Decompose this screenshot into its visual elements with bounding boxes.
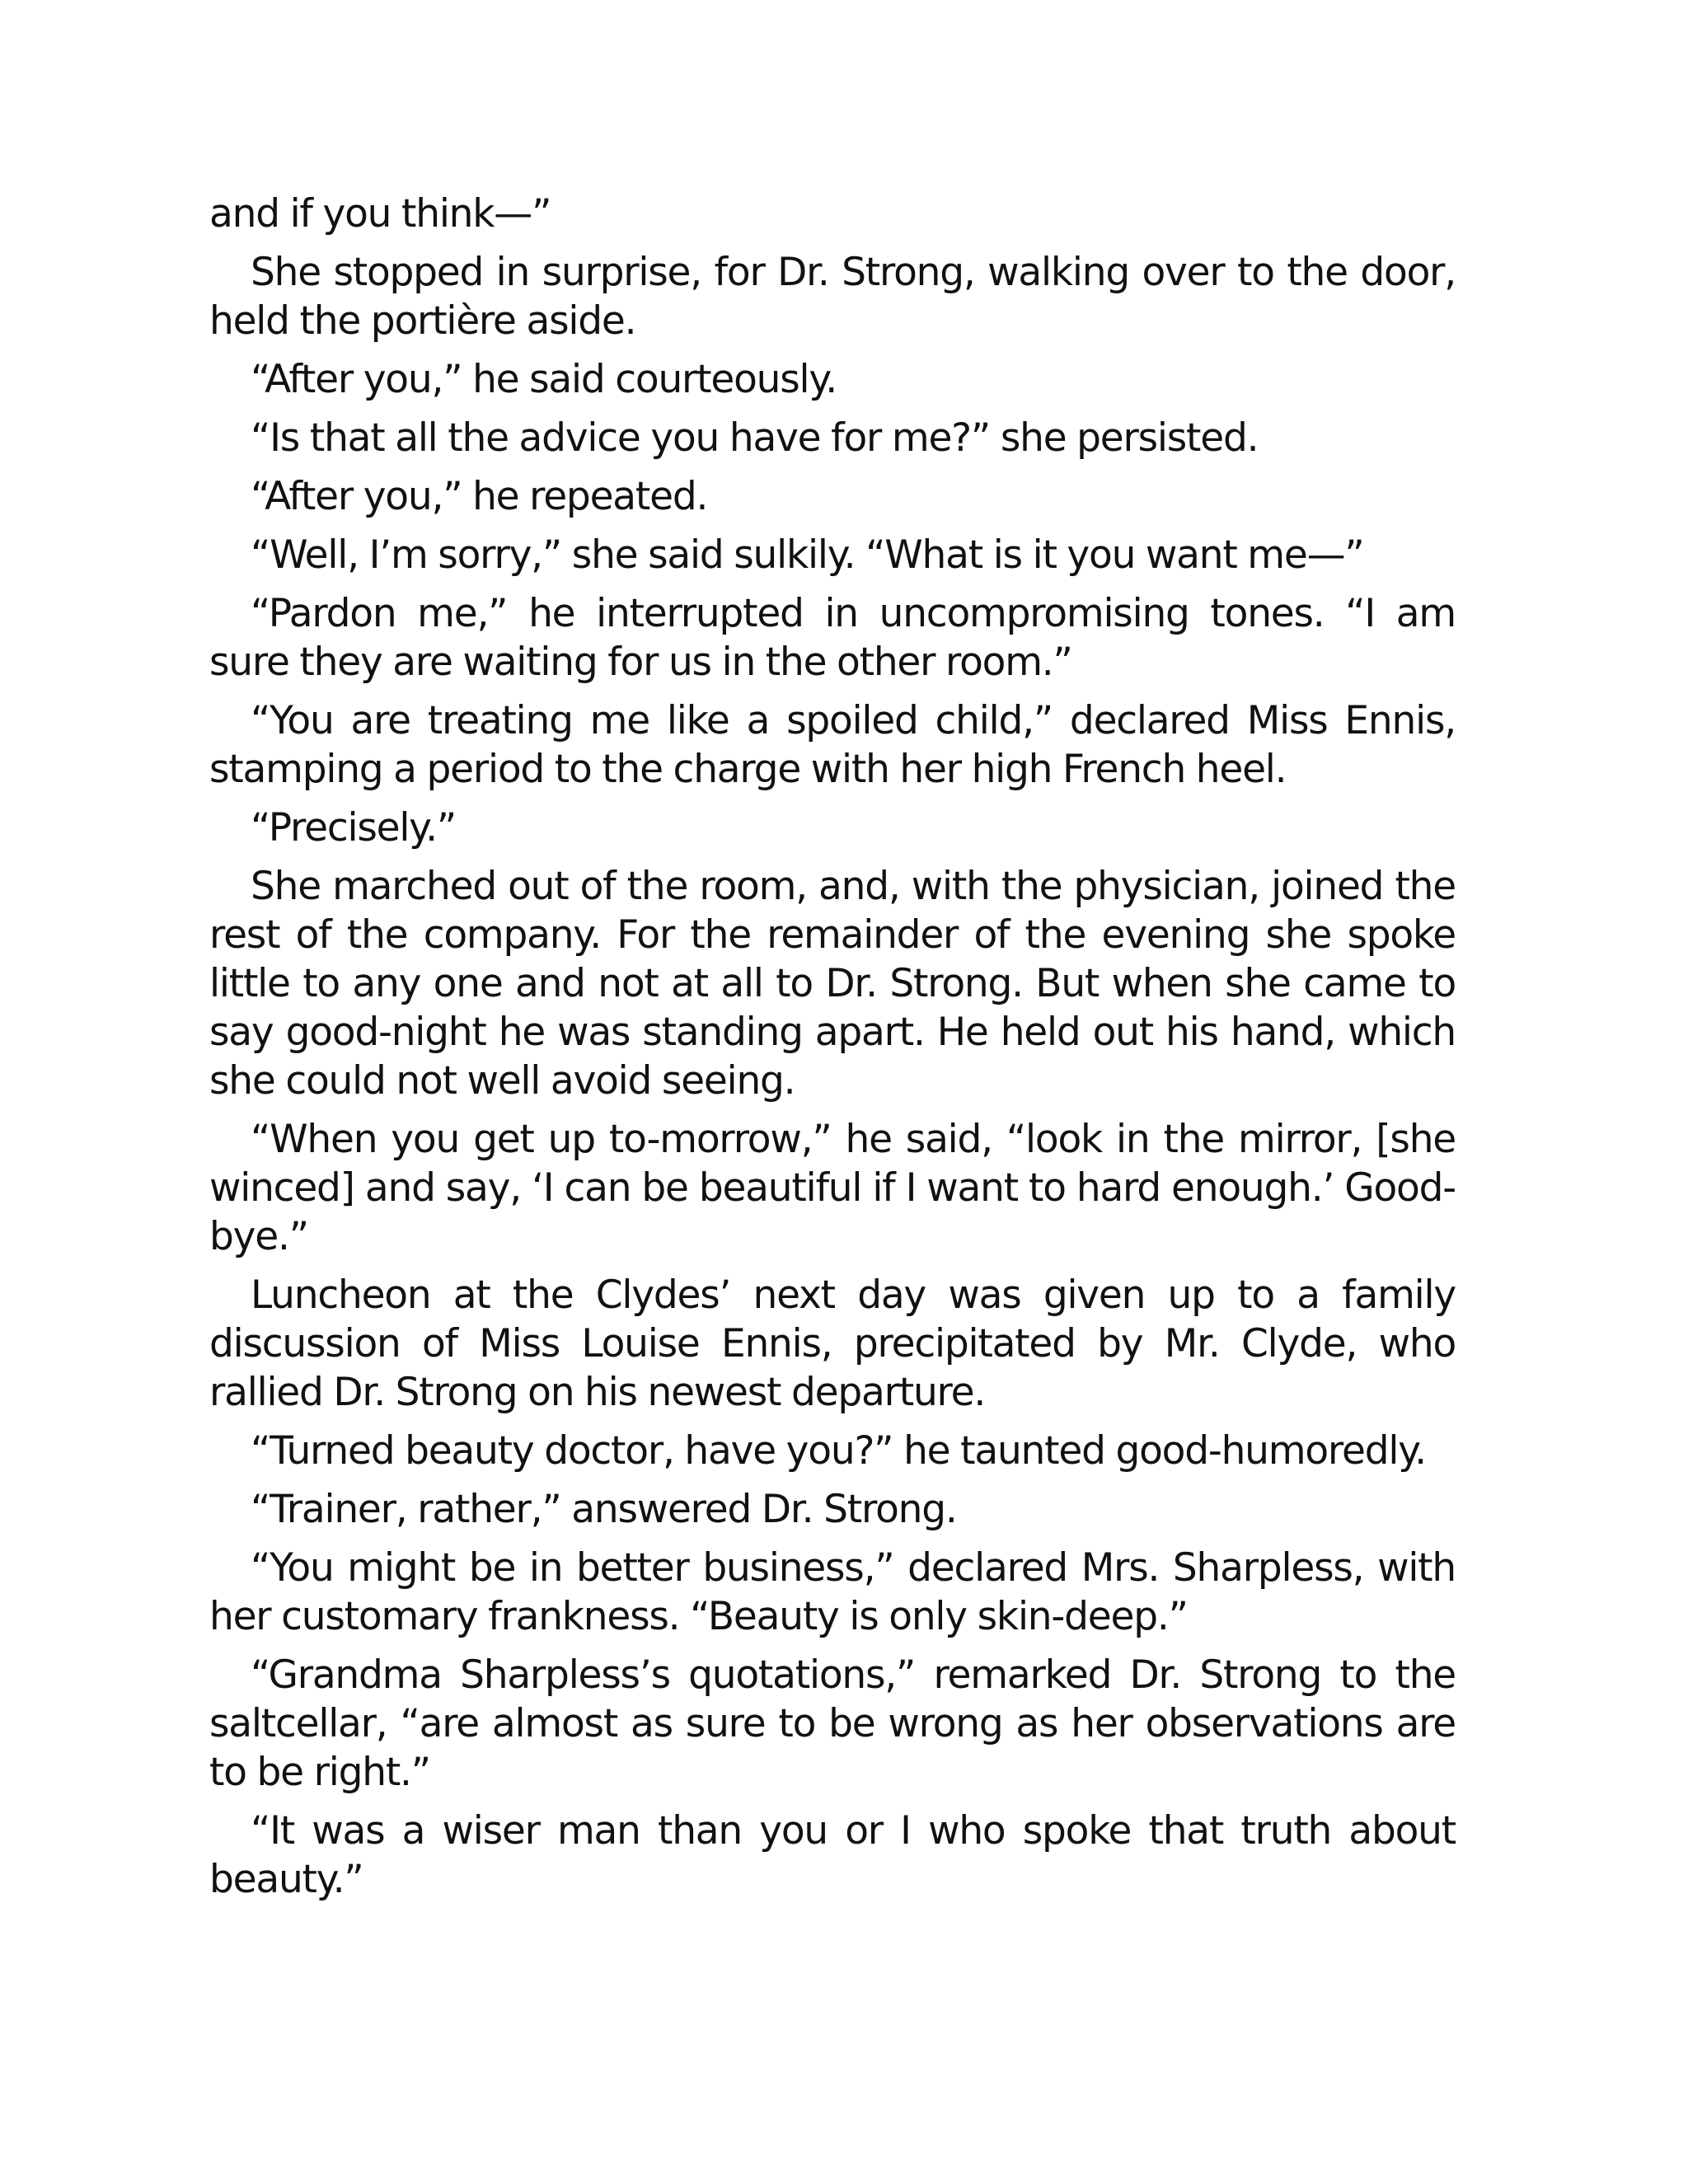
book-page-text [209,190,1456,1914]
paragraph: “When you get up to-morrow,” he said, “look in the mirror, [she winced] and say, ‘I can be beautiful if I want to hard enough.’ Good-bye.” [209,1117,1456,1259]
paragraph-continuation: and if you think—” [209,191,551,237]
paragraph: “Grandma Sharpless’s quotations,” remarked Dr. Strong to the saltcellar, “are almost as sure to be wrong as her observations are to be right.” [209,1652,1456,1795]
paragraph: “Trainer, rather,” answered Dr. Strong. [251,1487,957,1532]
paragraph: “Well, I’m sorry,” she said sulkily. “What is it you want me—” [251,532,1364,578]
paragraph: “Is that all the advice you have for me?” she persisted. [251,415,1259,461]
paragraph: “Precisely.” [251,805,456,851]
paragraph: She marched out of the room, and, with the physician, joined the rest of the company. For the remainder of the evening she spoke little to any one and not at all to Dr. Strong. But when she came to say good-night he was standing apart. He held out his hand, which she could not well avoid seeing. [209,864,1456,1104]
paragraph: “It was a wiser man than you or I who spoke that truth about beauty.” [209,1808,1456,1902]
paragraph: She stopped in surprise, for Dr. Strong, walking over to the door, held the portière aside. [209,250,1456,344]
paragraph: Luncheon at the Clydes’ next day was given up to a family discussion of Miss Louise Ennis, precipitated by Mr. Clyde, who rallied Dr. Strong on his newest departure. [209,1272,1456,1415]
paragraph: “After you,” he repeated. [251,474,708,519]
paragraph: “Turned beauty doctor, have you?” he taunted good-humoredly. [251,1428,1426,1474]
paragraph: “After you,” he said courteously. [251,357,837,402]
paragraph: “Pardon me,” he interrupted in uncompromising tones. “I am sure they are waiting for us in the other room.” [209,591,1456,685]
paragraph: “You might be in better business,” declared Mrs. Sharpless, with her customary frankness. “Beauty is only skin-deep.” [209,1545,1456,1639]
paragraph: “You are treating me like a spoiled child,” declared Miss Ennis, stamping a period to the charge with her high French heel. [209,698,1456,792]
